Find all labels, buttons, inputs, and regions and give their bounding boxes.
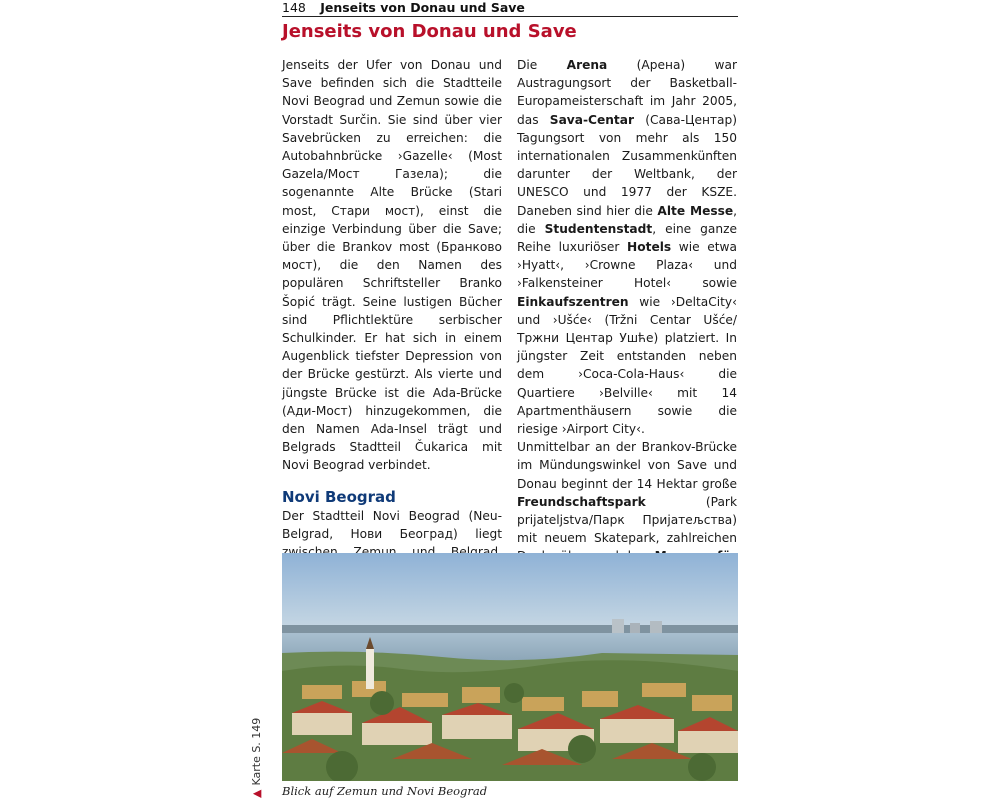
map-reference[interactable] — [250, 718, 264, 798]
term-hotels: Hotels — [627, 240, 672, 255]
term-freundschaftspark: Freundschaftspark — [517, 494, 646, 509]
term-studentenstadt: Studentenstadt — [544, 221, 653, 236]
term-sava-centar: Sava-Centar — [549, 112, 634, 127]
subheading-novi-beograd: Novi Beograd — [282, 487, 396, 506]
arena-paragraph: Die Arena (Арена) war Austragungsort der Basketball-Europameisterschaft im Jahr 2005, das Sava-Centar (Сава-Центар) Tagungsort von mehr als 150 internationalen Zusammenkünften darunter der Weltbank, der UNESCO und 1977 der KSZE. Daneben sind hier die Alte Messe, die Studentenstadt, eine ganze Reihe luxuriöser Hotels wie etwa ›Hyatt‹, ›Crowne Plaza‹ und ›Falkensteiner Hotel‹ sowie Einkaufszentren wie ›DeltaCity‹ und ›Ušće‹ (Tržni Centar Ušće/Тржни Центар Ушће) platziert. In jüngster Zeit entstanden neben dem ›Coca-Cola-Haus‹ die Quartiere ›Belville‹ mit 14 Apartmenthäusern sowie die riesige ›Airport City‹. — [517, 58, 738, 437]
term-einkaufszentren: Einkaufszentren — [517, 294, 629, 309]
city-photo — [282, 553, 738, 781]
intro-paragraph: Jenseits der Ufer von Donau und Save befinden sich die Stadtteile Novi Beograd und Zemun sowie die Vorstadt Surčin. Sie sind über vier Savebrücken zu erreichen: die Autobahnbrücke ›Gazelle‹ (Most Gazela/Мост Газела); die sogenannte Alte Brücke (Stari most, Стари мост), einst die einzige Verbindung über die Save; über die Brankov most (Бранково мост), die den Namen des populären Schriftsteller Branko Šopić trägt. Seine lustigen Bücher sind Pflichtlektüre serbischer Schulkinder. Er hat sich in einem Augenblick tiefster Depression von der Brücke gestürzt. Als vierte und jüngste Brücke ist die Ada-Brücke (Ади-Мост) hinzugekommen, die den Namen Ada-Insel trägt und Belgrads Stadtteil Čukarica mit Novi Beograd verbindet. — [282, 58, 502, 473]
photo-caption: Blick auf Zemun und Novi Beograd — [282, 784, 488, 798]
term-alte-messe: Alte Messe — [657, 203, 734, 218]
page-number: 148 — [282, 0, 306, 15]
running-header — [282, 0, 738, 17]
term-arena: Arena — [566, 58, 608, 72]
running-title: Jenseits von Donau und Save — [320, 0, 525, 15]
triangle-marker-icon: ▲ — [250, 789, 263, 798]
zemun-panorama-image — [282, 553, 738, 781]
novi-beograd-paragraph: Der Stadtteil Novi Beograd (Neu-Belgrad, Нови Београд) liegt — [282, 508, 502, 541]
section-title: Jenseits von Donau und Save — [282, 21, 577, 42]
map-reference-text: Karte S. 149 — [250, 717, 263, 786]
park-paragraph: Unmittelbar an der Brankov-Brücke im Mündungswinkel von Save und Donau beginnt der 14 Hektar große Freundschaftspark (Park prijateljstva/Парк Пријатељства) mit neuem Skatepark, zahlreichen — [517, 438, 737, 693]
